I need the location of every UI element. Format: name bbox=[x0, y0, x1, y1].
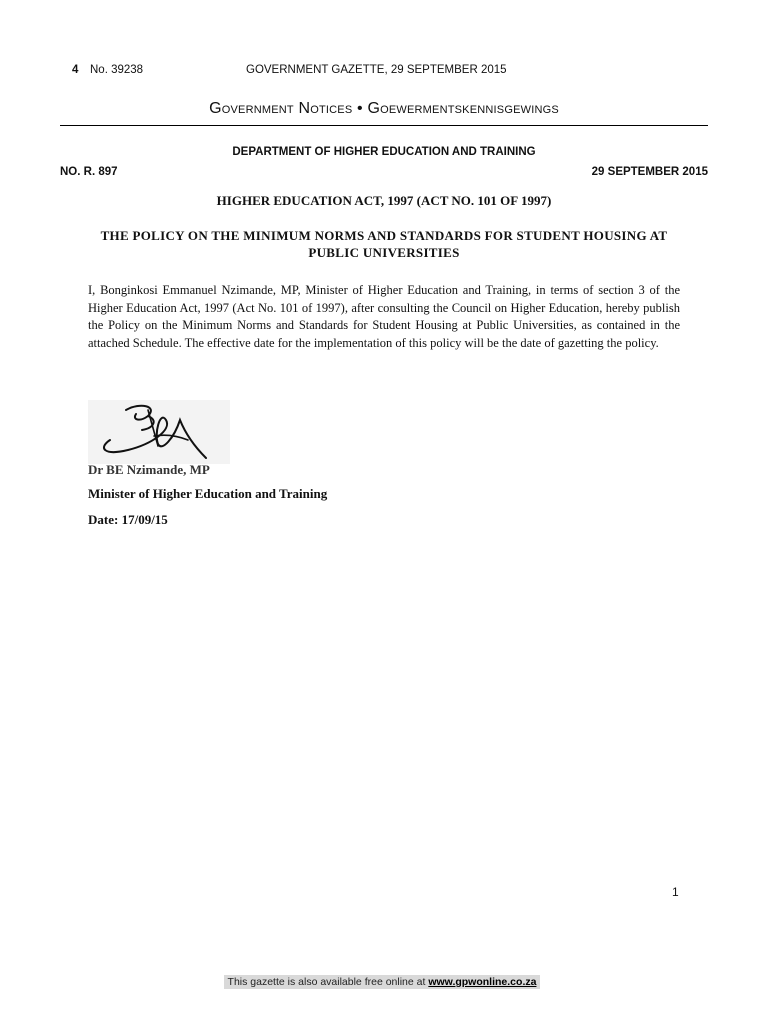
footer-text: This gazette is also available free online at bbox=[227, 976, 429, 988]
policy-title: THE POLICY ON THE MINIMUM NORMS AND STANDARDS FOR STUDENT HOUSING AT PUBLIC UNIVERSITIES bbox=[100, 228, 668, 260]
date-value: : 17/09/15 bbox=[114, 512, 168, 527]
page-number: 4 bbox=[72, 64, 79, 76]
section-title: Government Notices • Goewermentskennisgewings bbox=[209, 100, 559, 117]
page-footer-number: 1 bbox=[672, 885, 679, 899]
gazette-number: No. 39238 bbox=[90, 64, 144, 76]
handwritten-signature-icon bbox=[88, 400, 230, 464]
footer-banner bbox=[224, 975, 540, 989]
gazette-header bbox=[0, 64, 768, 80]
signature-date bbox=[88, 512, 168, 528]
notice-number: NO. R. 897 bbox=[60, 166, 118, 178]
signature-image bbox=[88, 400, 230, 464]
header-divider bbox=[60, 125, 708, 126]
department-heading: DEPARTMENT OF HIGHER EDUCATION AND TRAINING bbox=[232, 146, 536, 158]
signatory-title: Minister of Higher Education and Training bbox=[88, 486, 328, 501]
act-title: HIGHER EDUCATION ACT, 1997 (ACT NO. 101 OF 1997) bbox=[216, 193, 552, 208]
date-label: Date bbox=[88, 512, 114, 527]
signatory-name: Dr BE Nzimande, MP bbox=[88, 462, 210, 477]
notice-date: 29 SEPTEMBER 2015 bbox=[591, 166, 708, 178]
gpwonline-link[interactable]: www.gpwonline.co.za bbox=[428, 976, 537, 988]
gazette-title: GOVERNMENT GAZETTE, 29 SEPTEMBER 2015 bbox=[246, 64, 507, 76]
notice-body: I, Bonginkosi Emmanuel Nzimande, MP, Minister of Higher Education and Training, in terms of section 3 of the Higher Education Act, 1997 (Act No. 101 of 1997), after consulting the Council on Higher Education, hereby publish the Policy on the Minimum Norms and Standards for Student Housing at Public Universities, as contained in the attached Schedule. The effective date for the implementation of this policy will be the date of gazetting the policy. bbox=[88, 283, 680, 350]
